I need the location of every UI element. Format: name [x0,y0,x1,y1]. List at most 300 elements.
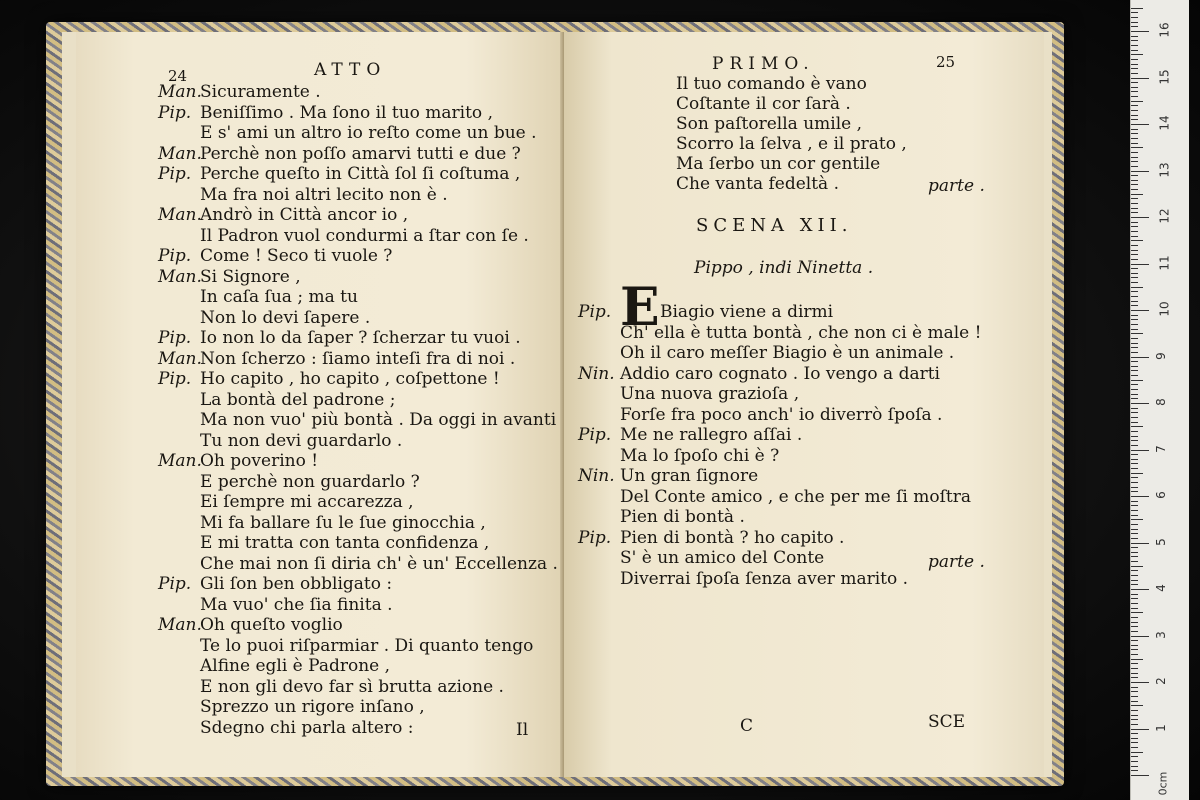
line-text: Alfine egli è Padrone , [200,656,391,676]
ruler-tick [1131,319,1138,320]
text-line [200,697,425,717]
catchword: SCE [928,712,966,732]
line-text: Mi fa ballare ſu le ſue ginocchia , [200,512,486,533]
text-line [158,164,520,184]
ruler-tick [1131,161,1138,162]
ruler-tick [1131,245,1138,246]
ruler-tick [1131,603,1138,604]
speaker-label: Man. [158,451,202,471]
ruler-tick [1131,738,1138,739]
ruler-tick [1131,73,1138,74]
ruler-tick [1131,236,1138,237]
ruler-tick [1131,101,1143,102]
ruler-tick [1131,329,1138,330]
line-text: Il tuo comando è vano [676,74,867,94]
text-line [158,349,515,369]
text-line [158,267,301,287]
text-line [158,615,343,635]
ruler-tick [1131,561,1138,562]
ruler-tick [1131,598,1138,599]
ruler-number: 6 [1153,491,1168,499]
ruler-tick [1131,742,1138,743]
ruler-tick [1131,594,1138,595]
speaker-label: Pip. [578,302,612,322]
ruler-tick [1131,110,1138,111]
ruler-tick [1131,129,1138,130]
ruler-tick [1131,45,1138,46]
ruler-number: 1 [1153,723,1168,732]
line-text: Addio caro cognato . Io vengo a darti [620,363,940,384]
ruler-tick [1131,668,1138,669]
ruler-tick [1131,264,1149,265]
ruler-tick [1131,115,1138,116]
ruler-tick [1131,273,1138,274]
text-line [158,574,392,594]
ruler-tick [1131,171,1149,172]
line-text: Tu non devi guardarlo . [200,430,403,451]
ruler-tick [1131,105,1138,106]
ruler-number: 8 [1153,398,1168,406]
ruler-tick [1131,547,1138,548]
ruler-tick [1131,282,1138,283]
ruler-tick [1131,417,1138,418]
ruler-number: 15 [1157,68,1172,85]
ruler-tick [1131,473,1143,474]
ruler-tick [1131,459,1138,460]
line-text: Perchè non poſſo amarvi tutti e due ? [200,143,521,164]
text-line [200,308,370,328]
stage-direction-exit: parte . [928,176,985,196]
text-line [200,533,489,553]
ruler-tick [1131,394,1138,395]
ruler-tick [1131,54,1143,55]
line-text: Ma lo ſpoſo chi è ? [620,445,780,466]
ruler-tick [1131,22,1138,23]
ruler-tick [1131,68,1138,69]
ruler-tick [1131,361,1138,362]
ruler-tick [1131,143,1138,144]
ruler-tick [1131,519,1143,520]
text-line [200,410,556,430]
ruler-tick [1131,501,1138,502]
ruler-tick [1131,645,1138,646]
ruler-tick [1131,673,1138,674]
line-text: Oh poverino ! [200,451,319,471]
ruler-number: 13 [1157,161,1172,178]
line-text: Che vanta fedeltà . [676,174,839,194]
ruler-tick [1131,659,1143,660]
ruler-tick [1131,640,1138,641]
ruler-tick [1131,268,1138,269]
ruler-tick [1131,310,1149,311]
text-line [158,369,500,389]
ruler-tick [1131,305,1138,306]
ruler-tick [1131,505,1138,506]
line-text: Un gran ſignore [620,466,759,486]
text-line [620,569,908,589]
text-line [200,472,420,492]
line-text: E s' ami un altro io reſto come un bue . [200,123,537,143]
ruler-number: 12 [1157,208,1172,224]
ruler-number: 7 [1153,444,1168,453]
line-text: Io non lo da ſaper ? ſcherzar tu vuoi . [200,328,521,348]
ruler-number: 2 [1153,677,1168,685]
speaker-label: Man. [158,615,202,635]
page-number: 24 [168,67,188,85]
ruler-tick [1131,422,1138,423]
text-line [200,677,504,697]
scene-title: SCENA XII. [696,215,853,236]
ruler-tick [1131,436,1138,437]
ruler-tick [1131,450,1149,451]
line-text: Sicuramente . [200,82,321,102]
ruler-tick [1131,626,1138,627]
ruler-tick [1131,384,1138,385]
text-line [676,134,907,154]
line-text: Ma non vuo' più bontà . Da oggi in avanti [200,410,557,430]
speaker-label: Pip. [578,527,612,548]
text-line [200,390,395,410]
speaker-label: Man. [158,266,202,287]
running-head: ATTO [314,60,387,80]
ruler-tick [1131,287,1143,288]
text-line [200,492,414,512]
line-text: Ma vuo' che ſia finita . [200,594,393,615]
ruler-tick [1131,715,1138,716]
line-text: Coſtante il cor ſarà . [676,94,851,114]
line-text: Non ſcherzo : ſiamo inteſi fra di noi . [200,348,516,369]
ruler-tick [1131,157,1138,158]
page-number: 25 [936,53,956,71]
text-line [200,123,537,143]
ruler-tick [1131,403,1149,404]
text-line [200,656,390,676]
ruler-tick [1131,78,1149,79]
ruler-tick [1131,389,1138,390]
ruler-tick [1131,515,1138,516]
line-text: Ho capito , ho capito , coſpettone ! [200,369,500,389]
line-text: Gli ſon ben obbligato : [200,574,393,594]
ruler-tick [1131,752,1143,753]
line-text: E mi tratta con tanta confidenza , [200,533,490,553]
ruler-tick [1131,277,1138,278]
ruler-tick [1131,370,1138,371]
ruler-tick [1131,454,1138,455]
line-text: Ma ſerbo un cor gentile [676,154,881,174]
ruler-tick [1131,617,1138,618]
text-line [578,364,940,384]
line-text: Oh il caro meſſer Biagio è un animale . [620,343,955,363]
ruler-tick [1131,96,1138,97]
speaker-label: Pip. [158,574,192,594]
line-text: Pien di bontà ? ho capito . [620,527,845,548]
ruler-number: 3 [1153,630,1168,639]
ruler-unit: 0cm [1156,771,1170,796]
ruler-tick [1131,747,1138,748]
line-text: Non lo devi ſapere . [200,307,371,328]
ruler-tick [1131,575,1138,576]
text-line [620,405,942,425]
text-line [158,144,521,164]
scene-characters: Pippo , indi Ninetta . [694,258,874,278]
ruler-tick [1131,524,1138,525]
ruler-tick [1131,663,1138,664]
line-text: Biagio viene a dirmi [660,302,834,322]
text-line [200,287,358,307]
text-line [676,94,851,114]
ruler-tick [1131,64,1138,65]
text-line [620,548,824,568]
ruler-number: 16 [1157,22,1172,38]
text-line [158,205,408,225]
ruler-tick [1131,538,1138,539]
text-line [620,323,981,343]
ruler-tick [1131,380,1143,381]
ruler-tick [1131,398,1138,399]
ruler-tick [1131,254,1138,255]
text-line [158,328,521,348]
ruler-tick [1131,208,1138,209]
ruler-tick [1131,696,1138,697]
ruler-tick [1131,87,1138,88]
ruler-tick [1131,710,1138,711]
text-line [620,384,799,404]
text-line [200,595,393,615]
ruler-tick [1131,756,1138,757]
ruler-tick [1131,147,1143,148]
ruler-tick [1131,198,1138,199]
ruler-tick [1131,482,1138,483]
text-line [620,343,954,363]
ruler-tick [1131,622,1138,623]
line-text: Come ! Seco ti vuole ? [200,246,393,266]
line-text: Il Padron vuol condurmi a ſtar con ſe . [200,225,529,246]
text-line [200,718,413,738]
ruler-number: 4 [1153,584,1168,592]
line-text: La bontà del padrone ; [200,389,396,410]
text-line [578,528,844,548]
ruler-tick [1131,440,1138,441]
ruler-tick [1131,338,1138,339]
ruler-tick [1131,333,1143,334]
speaker-label: Pip. [158,246,192,266]
line-text: Perche queſto in Città ſol ſi coſtuma , [200,164,521,184]
line-text: Che mai non ſi diria ch' è un' Eccellenza . [200,553,558,574]
line-text: E perchè non guardarlo ? [200,471,420,492]
text-line [578,425,802,445]
ruler-tick [1131,687,1138,688]
ruler-tick [1131,408,1138,409]
line-text: Oh queſto voglio [200,615,343,635]
text-line [676,154,880,174]
line-text: Pien di bontà . [620,507,745,527]
ruler-tick [1131,138,1138,139]
text-line [200,554,558,574]
ruler-tick [1131,682,1149,683]
ruler-tick [1131,496,1149,497]
ruler-tick [1131,677,1138,678]
ruler-tick [1131,315,1138,316]
line-text: Andrò in Città ancor io , [200,205,409,225]
text-line [200,636,533,656]
ruler-tick [1131,775,1149,776]
text-line [200,226,529,246]
ruler-tick [1131,296,1138,297]
ruler-tick [1131,631,1138,632]
ruler-tick [1131,357,1149,358]
ruler-tick [1131,231,1138,232]
ruler-tick [1131,701,1138,702]
ruler-tick [1131,491,1138,492]
speaker-label: Pip. [158,328,192,348]
ruler-tick [1131,217,1149,218]
text-line [158,103,493,123]
ruler-tick [1131,487,1138,488]
text-line [158,82,321,102]
ruler-number: 14 [1157,115,1172,131]
line-text: Ma fra noi altri lecito non è . [200,184,448,205]
line-text: Beniſſimo . Ma ſono il tuo marito , [200,102,493,123]
line-text: Forſe fra poco anch' io diverrò ſpoſa . [620,404,943,425]
ruler-tick [1131,212,1138,213]
line-text: Del Conte amico , e che per me ſi moſtra [620,486,972,507]
ruler-tick [1131,733,1138,734]
ruler-tick [1131,119,1138,120]
ruler-tick [1131,82,1138,83]
right-page [564,32,1044,777]
ruler-tick [1131,552,1138,553]
speaker-label: Pip. [158,164,192,184]
ruler-tick [1131,203,1138,204]
speaker-label: Man. [158,205,202,225]
ruler-tick [1131,222,1138,223]
ruler-tick [1131,259,1138,260]
ruler-tick [1131,301,1138,302]
line-text: E non gli devo far sì brutta azione . [200,676,504,697]
ruler-tick [1131,729,1149,730]
line-text: In caſa ſua ; ma tu [200,287,358,307]
line-text: Sdegno chi parla altero : [200,717,414,738]
ruler-number: 11 [1157,254,1172,271]
ruler-tick [1131,352,1138,353]
speaker-label: Pip. [158,102,192,123]
ruler-tick [1131,226,1138,227]
line-text: Una nuova grazioſa , [620,384,800,404]
line-text: Me ne rallegro aſſai . [620,425,803,445]
text-line [620,487,971,507]
ruler-tick [1131,366,1138,367]
ruler-tick [1131,510,1138,511]
line-text: Ch' ella è tutta bontà , che non ci è male ! [620,322,982,343]
ruler-tick [1131,566,1143,567]
ruler-tick [1131,40,1138,41]
open-book [62,32,1052,777]
ruler-tick [1131,17,1138,18]
ruler-tick [1131,584,1138,585]
ruler-tick [1131,250,1138,251]
ruler-tick [1131,431,1138,432]
text-line [200,431,402,451]
ruler-tick [1131,543,1149,544]
speaker-label: Man. [158,348,202,369]
ruler-tick [1131,375,1138,376]
stage-direction-exit: parte . [928,552,985,572]
ruler-tick [1131,8,1143,9]
ruler-tick [1131,12,1138,13]
ruler-tick [1131,608,1138,609]
ruler-tick [1131,580,1138,581]
ruler-tick [1131,50,1138,51]
ruler-tick [1131,175,1138,176]
text-line [620,507,745,527]
drop-cap: E [620,277,660,338]
ruler-tick [1131,412,1138,413]
ruler-number: 10 [1157,301,1172,317]
ruler-tick [1131,724,1138,725]
catchword: Il [516,720,529,740]
ruler-tick [1131,477,1138,478]
ruler-tick [1131,529,1138,530]
ruler-tick [1131,133,1138,134]
ruler-tick [1131,31,1149,32]
ruler-tick [1131,612,1143,613]
line-text: Diverrai ſpoſa ſenza aver marito . [620,568,909,589]
ruler-tick [1131,189,1138,190]
speaker-label: Pip. [158,369,192,389]
ruler-tick [1131,761,1138,762]
ruler-tick [1131,556,1138,557]
ruler-tick [1131,324,1138,325]
ruler-tick [1131,180,1138,181]
ruler-number: 9 [1153,351,1168,360]
left-page [76,32,564,777]
ruler-tick [1131,184,1138,185]
text-line [578,302,833,322]
speaker-label: Man. [158,143,202,164]
speaker-label: Nin. [578,466,615,486]
speaker-label: Nin. [578,363,615,384]
line-text: S' è un amico del Conte [620,548,825,568]
line-text: Son paſtorella umile , [676,114,863,134]
running-head: PRIMO. [712,54,815,74]
ruler-tick [1131,533,1138,534]
ruler-tick [1131,166,1138,167]
ruler-tick [1131,152,1138,153]
ruler-tick [1131,91,1138,92]
line-text: Te lo puoi riſparmiar . Di quanto tengo [200,635,534,656]
text-line [200,185,448,205]
ruler-tick [1131,291,1138,292]
line-text: Si Signore , [200,266,301,287]
text-line [158,246,392,266]
ruler-tick [1131,347,1138,348]
ruler-tick [1131,343,1138,344]
speaker-label: Man. [158,82,202,102]
ruler-tick [1131,194,1143,195]
line-text: Scorro la ſelva , e il prato , [676,134,907,154]
ruler-tick [1131,766,1138,767]
text-line [578,466,758,486]
text-line [676,74,867,94]
measurement-ruler [1130,0,1189,800]
speaker-label: Pip. [578,425,612,445]
line-text: Sprezzo un rigore inſano , [200,697,425,717]
ruler-number: 5 [1153,537,1168,546]
ruler-tick [1131,649,1138,650]
text-line [676,174,839,194]
ruler-tick [1131,705,1143,706]
line-text: Ei ſempre mi accarezza , [200,492,414,512]
